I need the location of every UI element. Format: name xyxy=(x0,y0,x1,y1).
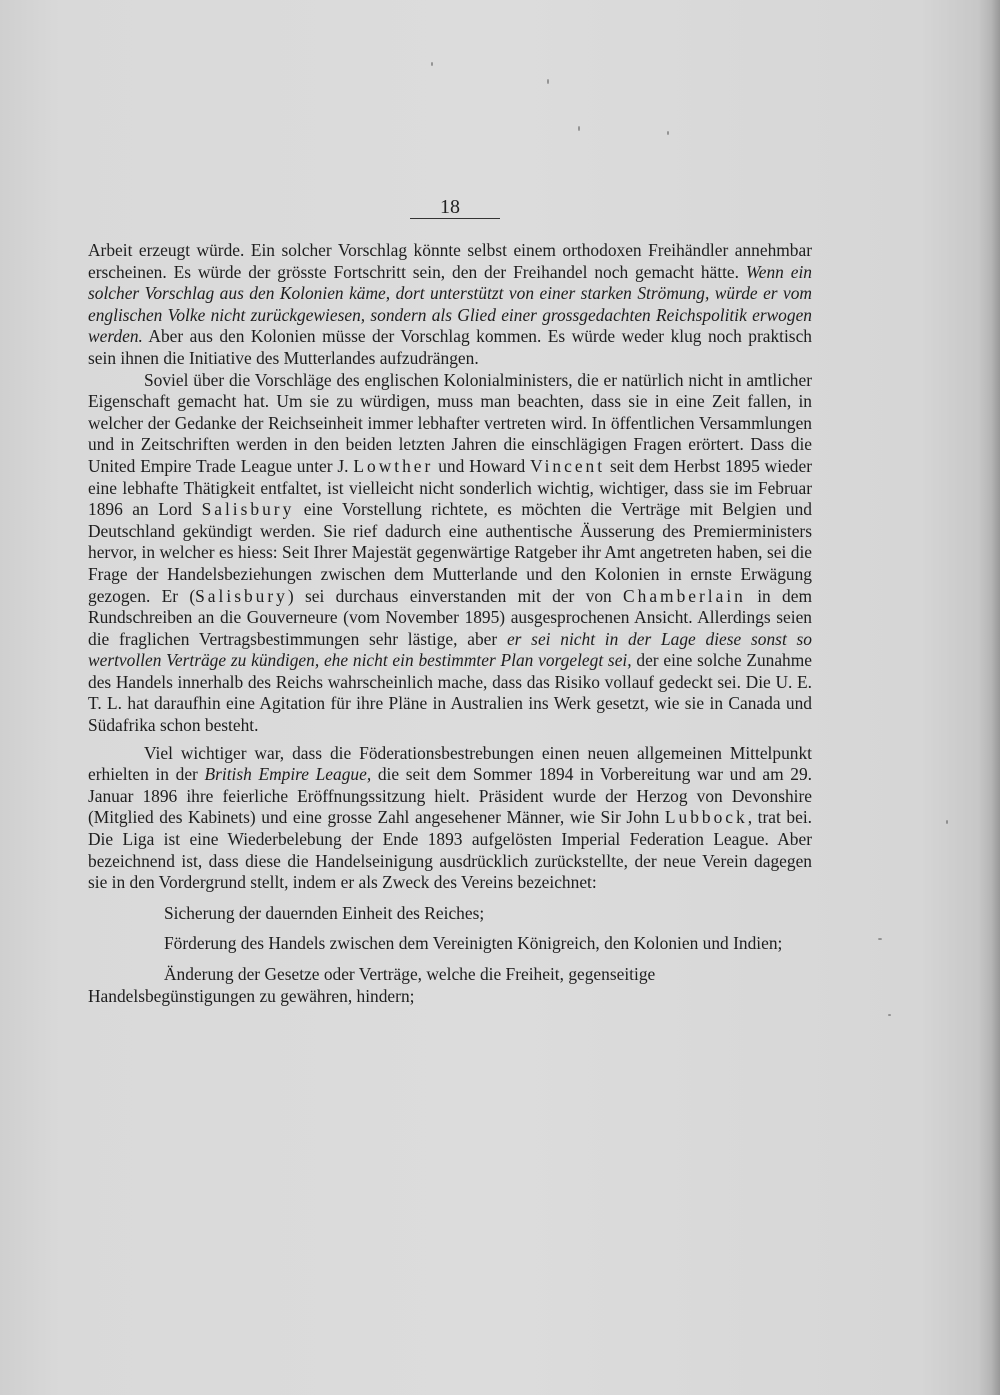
scan-speck xyxy=(547,79,549,84)
paragraph-2 xyxy=(88,370,812,737)
body-text xyxy=(88,240,812,1007)
paragraph-2-text-e: ) sei durchaus einverstanden mit der von xyxy=(287,585,624,606)
objectives-list xyxy=(88,903,812,1007)
scan-speck xyxy=(946,820,948,824)
british-empire-league-title: British Empire League, xyxy=(204,764,372,785)
scan-speck xyxy=(888,1014,891,1016)
paragraph-2-text-f: in dem Rundschreiben an die Gouverneure (vom November 1895) ausgesprochenen Ansicht. Allerdings seien die fraglichen Vertragsbestimmungen sehr lästige, aber xyxy=(88,585,812,649)
paragraph-3-text-a: Viel wichtiger war, dass die Föderationsbestrebungen einen neuen allgemeinen Mittelpunkt erhielten in der xyxy=(88,742,812,785)
paragraph-3 xyxy=(88,743,812,894)
paragraph-2-text-h: der eine solche Zunahme des Handels innerhalb des Reichs wahrscheinlich mache, dass das Risiko vollauf gedeckt sei. Die U. E. T. L. hat daraufhin eine Agitation für ihre Pläne in Australien ins Werk gesetzt, wie sie in Canada und Südafrika schon besteht. xyxy=(88,650,812,736)
scan-speck xyxy=(667,131,669,135)
page-number-rule xyxy=(410,218,500,219)
paragraph-2-text-c: seit dem Herbst 1895 wieder eine lebhafte Thätigkeit entfaltet, ist vielleicht nicht sonderlich wichtig, wichtiger, dass sie im Februar 1896 an Lord xyxy=(88,455,812,520)
objective-item: Förderung des Handels zwischen dem Vereinigten Königreich, den Kolonien und Indien; xyxy=(164,933,783,954)
paragraph-3-text-c: die seit dem Sommer 1894 in Vorbereitung war und am 29. Januar 1896 ihre feierliche Eröffnungssitzung hielt. Präsident wurde der Herzog von Devonshire (Mitglied des Kabinets) und eine grosse Zahl angesehener Männer, wie Sir John xyxy=(88,764,813,828)
paragraph-1-italic-quote: Wenn ein solcher Vorschlag aus den Kolonien käme, dort unterstützt von einer starken Strömung, würde er vom englischen Volke nicht zurückgewiesen, sondern als Glied einer grossgedachten Reichspolitik erwogen werden. xyxy=(88,261,813,347)
page-number: 18 xyxy=(440,196,460,218)
paragraph-3-text-d: , trat bei. Die Liga ist eine Wiederbelebung der Ende 1893 aufgelösten Imperial Federation League. Aber bezeichnend ist, dass diese die Handelseinigung ausdrücklich zurückstellte, der neue Verein dagegen sie in den Vordergrund stellt, indem er als Zweck des Vereins bezeichnet: xyxy=(88,807,813,893)
name-vincent: Vincent xyxy=(530,455,606,476)
scan-speck xyxy=(878,938,882,940)
paragraph-2-text-a: Soviel über die Vorschläge des englischen Kolonialministers, die er natürlich nicht in amtlicher Eigenschaft gemacht hat. Um sie zu würdigen, muss man beachten, dass sie in eine Zeit fallen, in welcher der Gedanke der Reichseinheit immer lebhafter vertreten wird. In öffentlichen Versammlungen und in Zeitschriften werden in den beiden letzten Jahren die einschlägigen Fragen erörtert. Dass die United Empire Trade League unter J. xyxy=(88,369,812,476)
name-lubbock: Lubbock xyxy=(664,807,748,828)
paragraph-1-text-a: Arbeit erzeugt würde. Ein solcher Vorschlag könnte selbst einem orthodoxen Freihändler annehmbar erscheinen. Es würde der grösste Fortschritt sein, den der Freihandel noch gemacht hätte. xyxy=(88,240,812,282)
scan-speck xyxy=(578,126,580,131)
name-salisbury-2: Salisbury xyxy=(195,585,288,606)
binding-shadow xyxy=(978,0,1000,1395)
name-salisbury: Salisbury xyxy=(201,499,295,520)
paragraph-2-text-b: und Howard xyxy=(433,455,531,476)
scan-speck xyxy=(431,62,433,66)
paragraph-1-text-c: Aber aus den Kolonien müsse der Vorschlag kommen. Es würde weder klug noch praktisch sein ihnen die Initiative des Mutterlandes aufzudrängen. xyxy=(88,326,812,368)
name-lowther: Lowther xyxy=(353,455,434,476)
objective-item: Sicherung der dauernden Einheit des Reiches; xyxy=(164,902,485,923)
paragraph-1 xyxy=(88,240,812,370)
name-chamberlain: Chamberlain xyxy=(623,585,746,606)
objective-item: Änderung der Gesetze oder Verträge, welche die Freiheit, gegenseitige Handelsbegünstigungen zu gewähren, hindern; xyxy=(88,964,656,1006)
paragraph-2-text-d: eine Vorstellung richtete, es möchten die Verträge mit Belgien und Deutschland gekündigt werden. Sie rief dadurch eine authentische Äusserung des Premierministers hervor, in welcher es hiess: Seit Ihrer Majestät gegenwärtige Ratgeber ihr Amt angetreten haben, sei die Frage der Handelsbeziehungen zwischen dem Mutterlande und den Kolonien in ernste Erwägung gezogen. Er ( xyxy=(88,499,813,606)
paragraph-2-italic-quote: er sei nicht in der Lage diese sonst so wertvollen Verträge zu kündigen, ehe nicht ein bestimmter Plan vorgelegt sei, xyxy=(88,628,812,671)
